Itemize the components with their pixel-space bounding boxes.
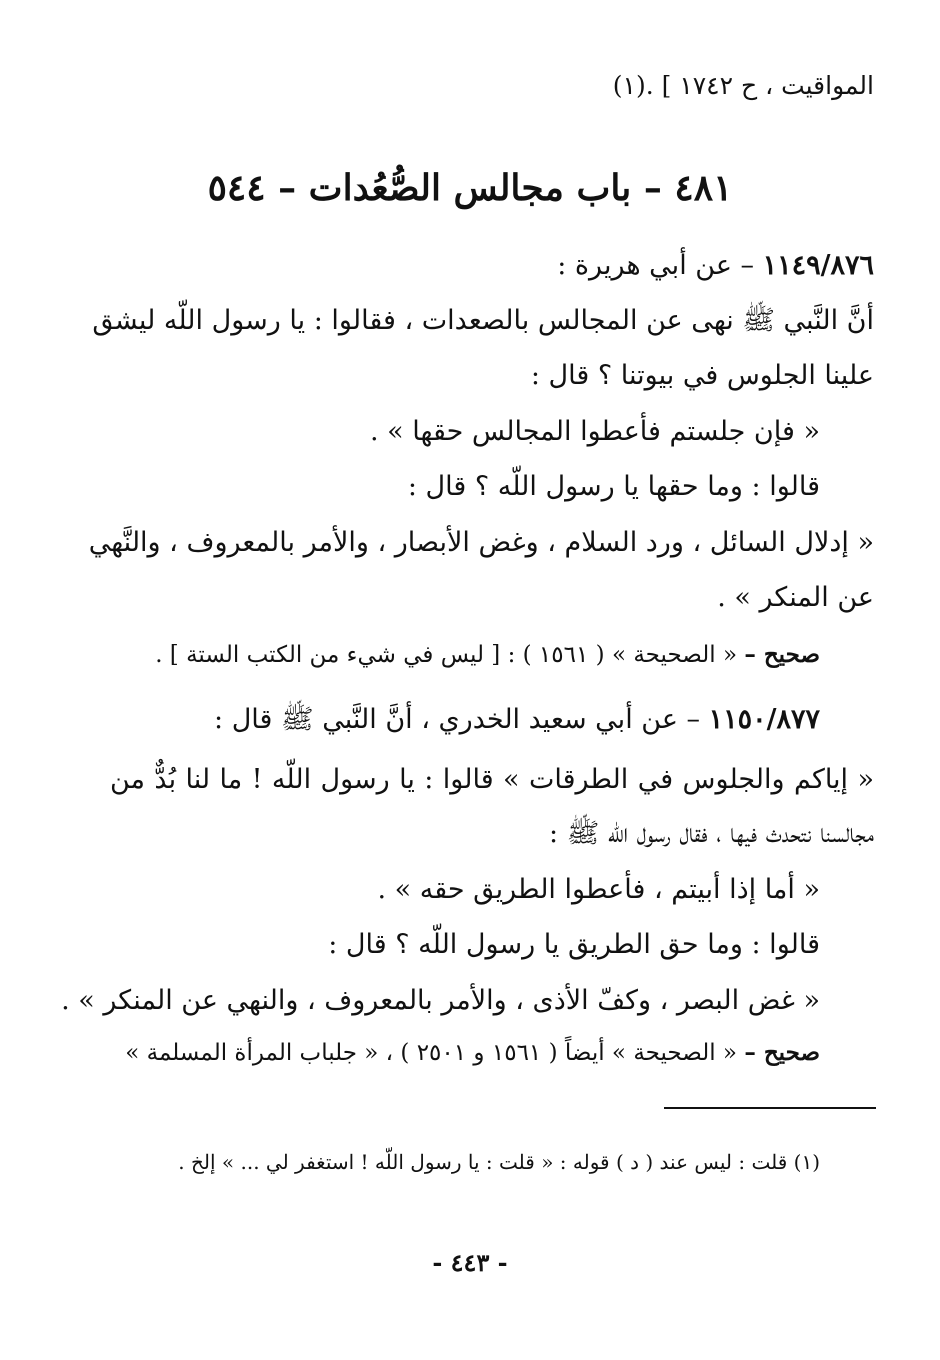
hadith-877-text-line-4: قالوا : وما حق الطريق يا رسول اللّه ؟ قال : [328, 929, 820, 960]
hadith-877-grade-label: صحيح – [744, 1039, 820, 1066]
hadith-876-grade-label: صحيح – [744, 641, 820, 668]
hadith-877-text-line-2: مجالسنا نتحدث فيها ، فقال رسول اللّه ﷺ : [549, 818, 874, 849]
chapter-title: ٤٨١ – باب مجالس الصُّعُدات – ٥٤٤ [207, 167, 733, 209]
hadith-877-grading [125, 1033, 820, 1073]
hadith-877-number: ١١٥٠/٨٧٧ [708, 704, 820, 735]
footnote: (١) قلت : ليس عند ( د ) قوله : « قلت : يا رسول اللّه ! استغفر لي ... » إلخ . [178, 1150, 820, 1174]
hadith-877-text-line-3: « أما إذا أبيتم ، فأعطوا الطريق حقه » . [377, 874, 820, 905]
hadith-877-text-line-1: « إياكم والجلوس في الطرقات » قالوا : يا رسول اللّه ! ما لنا بُدٌّ من [110, 764, 874, 795]
footnote-divider [664, 1107, 876, 1109]
hadith-876-grade-source: « الصحيحة » ( ١٥٦١ ) : [ ليس في شيء من الكتب الستة ] . [155, 642, 738, 668]
hadith-876-text-line-5: « إدلال السائل ، ورد السلام ، وغض الأبصار ، والأمر بالمعروف ، والنَّهي [88, 527, 874, 558]
running-header: المواقيت ، ح ١٧٤٢ ] .(١) [612, 71, 874, 100]
hadith-877-grade-source: « الصحيحة » أيضاً ( ١٥٦١ و ٢٥٠١ ) ، « جلباب المرأة المسلمة » [125, 1040, 738, 1066]
hadith-877-heading [214, 700, 820, 740]
hadith-877-text-line-5: « غض البصر ، وكفّ الأذى ، والأمر بالمعروف ، والنهي عن المنكر » . [61, 985, 820, 1016]
hadith-876-narrator: – عن أبي هريرة : [557, 250, 755, 281]
hadith-876-text-line-3: « فإن جلستم فأعطوا المجالس حقها » . [370, 416, 820, 447]
hadith-876-number: ١١٤٩/٨٧٦ [762, 250, 874, 281]
hadith-876-text-line-1: أنَّ النَّبي ﷺ نهى عن المجالس بالصعدات ، فقالوا : يا رسول اللّه ليشق [92, 305, 874, 336]
hadith-876-text-line-6: عن المنكر » . [717, 582, 874, 613]
page-number: - ٤٤٣ - [432, 1248, 508, 1277]
hadith-876-heading [557, 246, 874, 286]
hadith-876-text-line-4: قالوا : وما حقها يا رسول اللّه ؟ قال : [407, 471, 820, 502]
hadith-877-narrator: – عن أبي سعيد الخدري ، أنَّ النَّبي ﷺ قال : [214, 704, 701, 735]
hadith-876-grading [155, 635, 820, 675]
hadith-876-text-line-2: علينا الجلوس في بيوتنا ؟ قال : [530, 360, 874, 391]
